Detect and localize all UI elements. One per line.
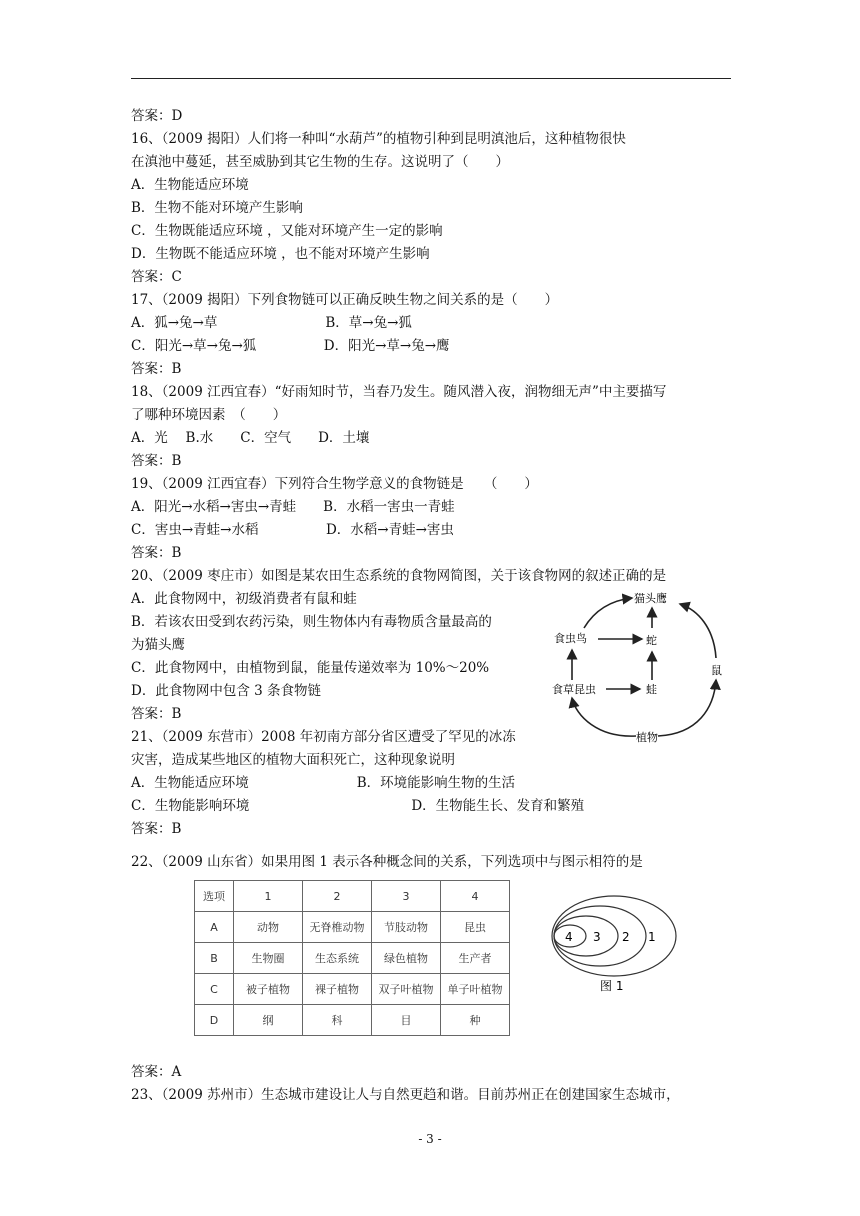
question-18-line1: 18、（2009 江西宜春）“好雨知时节，当春乃发生。随风潜入夜，润物细无声”中主要描写 [131,384,667,400]
table-row [195,1005,510,1036]
table-cell: 4 [441,881,510,912]
options-18: A．光 B.水 C．空气 D．土壤 [131,430,370,446]
arc-plant-to-mouse [658,680,716,736]
table-cell: 纲 [234,1005,303,1036]
answer-16: 答案：C [131,269,182,285]
arc-plant-to-insect [572,698,636,736]
table-cell: 生物圈 [234,943,303,974]
table-cell: 被子植物 [234,974,303,1005]
food-web-diagram [548,588,732,748]
answer-20: 答案：B [131,706,182,722]
question-21-line2: 灾害，造成某些地区的植物大面积死亡，这种现象说明 [131,752,455,768]
arc-mouse-to-owl [680,604,716,658]
table-cell: 科 [303,1005,372,1036]
arc-bird-to-owl [584,598,632,628]
question-16-line2: 在滇池中蔓延，甚至威胁到其它生物的生存。这说明了（ ） [131,154,509,170]
question-16-line1: 16、（2009 揭阳）人们将一种叫“水葫芦”的植物引种到昆明滇池后，这种植物很快 [131,131,626,147]
table-cell: 目 [372,1005,441,1036]
node-frog: 蛙 [646,683,657,696]
table-cell: 无脊椎动物 [303,912,372,943]
options-17cd: C．阳光→草→兔→狐 D．阳光→草→兔→鹰 [131,338,450,354]
table-cell: 生态系统 [303,943,372,974]
table-cell: D [195,1005,234,1036]
option-16d: D．生物既不能适应环境 ，也不能对环境产生影响 [131,246,430,262]
figure-1-nested-ellipses [550,886,700,996]
answer-19: 答案：B [131,545,182,561]
option-20c: C．此食物网中，由植物到鼠，能量传递效率为 10%～20% [131,660,490,676]
options-17ab: A．狐→兔→草 B．草→兔→狐 [131,315,412,331]
answer-17: 答案：B [131,361,182,377]
node-plant: 植物 [636,731,658,744]
node-insect: 食草昆虫 [552,683,596,696]
node-bird: 食虫鸟 [554,632,587,645]
question-19: 19、（2009 江西宜春）下列符合生物学意义的食物链是 （ ） [131,476,538,492]
ellipse-label-4: 4 [565,930,573,944]
table-header-row [195,881,510,912]
question-20: 20、（2009 枣庄市）如图是某农田生态系统的食物网简图，关于该食物网的叙述正确的是 [131,568,667,584]
ellipse-label-1: 1 [648,930,656,944]
options-19ab: A．阳光→水稻→害虫→青蛙 B．水稻一害虫一青蛙 [131,499,455,515]
table-cell: A [195,912,234,943]
option-16b: B．生物不能对环境产生影响 [131,200,303,216]
figure-caption: 图 1 [600,979,624,993]
options-21ab: A．生物能适应环境 B．环境能影响生物的生活 [131,775,516,791]
table-cell: 双子叶植物 [372,974,441,1005]
ellipse-label-2: 2 [622,930,630,944]
answer-18: 答案：B [131,453,182,469]
question-17: 17、（2009 揭阳）下列食物链可以正确反映生物之间关系的是（ ） [131,292,559,308]
question-21-line1: 21、（2009 东营市）2008 年初南方部分省区遭受了罕见的冰冻 [131,729,516,745]
options-21cd: C．生物能影响环境 D．生物能生长、发育和繁殖 [131,798,585,814]
options-19cd: C．害虫→青蛙→水稻 D．水稻→青蛙→害虫 [131,522,454,538]
table-row [195,974,510,1005]
page-number: - 3 - [418,1132,442,1146]
table-cell: 种 [441,1005,510,1036]
table-cell: 动物 [234,912,303,943]
option-20a: A．此食物网中，初级消费者有鼠和蛙 [131,591,357,607]
question-22: 22、（2009 山东省）如果用图 1 表示各种概念间的关系，下列选项中与图示相符的是 [131,854,643,870]
table-cell: 3 [372,881,441,912]
ellipse-label-3: 3 [593,930,601,944]
table-cell: 2 [303,881,372,912]
table-row [195,912,510,943]
table-row [195,943,510,974]
table-cell: 单子叶植物 [441,974,510,1005]
option-16a: A．生物能适应环境 [131,177,249,193]
question-18-line2: 了哪种环境因素 （ ） [131,407,287,423]
node-mouse: 鼠 [711,664,722,677]
answer-21: 答案：B [131,821,182,837]
option-20b-line2: 为猫头鹰 [131,637,185,653]
table-cell: B [195,943,234,974]
header-rule [131,78,731,79]
question-23: 23、（2009 苏州市）生态城市建设让人与自然更趋和谐。目前苏州正在创建国家生态城市， [131,1087,680,1103]
q22-options-table [194,880,510,1036]
option-16c: C．生物既能适应环境 ，又能对环境产生一定的影响 [131,223,443,239]
table-cell: 节肢动物 [372,912,441,943]
answer-22: 答案：A [131,1064,182,1080]
node-snake: 蛇 [646,634,657,647]
option-20b-line1: B．若该农田受到农药污染，则生物体内有毒物质含量最高的 [131,614,492,630]
table-cell: 绿色植物 [372,943,441,974]
answer-15: 答案：D [131,108,183,124]
table-cell: 生产者 [441,943,510,974]
table-cell: 1 [234,881,303,912]
table-cell: 昆虫 [441,912,510,943]
table-cell: 裸子植物 [303,974,372,1005]
option-20d: D．此食物网中包含 3 条食物链 [131,683,321,699]
table-cell: C [195,974,234,1005]
node-owl: 猫头鹰 [634,592,667,605]
table-cell: 选项 [195,881,234,912]
